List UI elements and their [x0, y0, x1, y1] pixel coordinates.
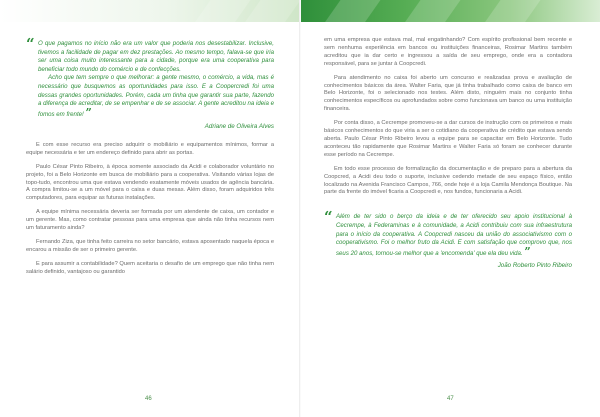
body-paragraph: Fernando Ziza, que tinha feito carreira no setor bancário, estava aposentado naquela época e encarou a missão de ser o primeiro gerente. [26, 239, 274, 253]
pull-quote [324, 208, 572, 271]
close-quote-icon: ” [85, 105, 92, 119]
body-paragraph: Para atendimento no caixa foi aberto um concurso e realizadas prova e avaliação de conhecimentos básicos da área. Walter Faria, que já tinha trabalhado como caixa de banco em Belo Horizonte, foi o selecionado nos testes. Além disto, ninguém mais no conjunto tinha conhecimentos específicos ou aprofundados sobre como funcionava um banco ou uma instituição financeira. [324, 74, 572, 113]
open-quote-icon: “ [26, 35, 35, 53]
header-banner-left [0, 0, 300, 22]
open-quote-icon: “ [324, 208, 333, 227]
body-paragraph: Paulo César Pinto Ribeiro, à época somente associado da Acidi e colaborador voluntário no projeto, foi a Belo Horizonte em busca de mobiliário para a cooperativa. Visitando várias lojas de topo-tudo, encontrou uma que estava vendendo exatamente móveis usados de agência bancária. A compra limitou-se a um móvel para o caixa e duas mesas. Além disso, foram adquiridos três computadores, para equipar as futuras instalações. [26, 163, 274, 202]
right-page [324, 37, 572, 271]
body-paragraph: A equipe mínima necessária deveria ser formada por um atendente de caixa, um contador e um gerente. Mas, como contratar pessoas para uma empresa que ainda não tinha recursos nem um faturamento ainda? [26, 209, 274, 232]
pull-quote [26, 35, 274, 132]
body-paragraph: Em todo esse processo de formalização da documentação e de preparo para a abertura da Coopcred, a Acidi deu todo o suporte, inclusive cedendo metade de seu espaço físico, então localizado na Avenida Francisco Campos, 766, onde hoje é a loja Camila Mendonça Boutique. Na parte da frente do imóvel ficaria a Coopcredi e, nos fundos, funcionaria a Acidi. [324, 165, 572, 196]
quote-paragraph-wrap [336, 213, 572, 258]
body-text-block [26, 142, 274, 277]
quote-attribution: João Roberto Pinto Ribeiro [497, 262, 572, 270]
banner-stripe [312, 0, 387, 22]
quote-paragraph-2-wrap [38, 74, 274, 119]
body-paragraph: Por conta disso, a Cecrempe promoveu-se a dar cursos de instrução com os primeiros e mais básicos conhecimentos do que viria a ser o cotidiano da cooperativa de crédito que estava sendo aberta. Paulo César Pinto Ribeiro levou a equipe para se capacitar em Belo Horizonte. Tudo aconteceu tão rapidamente que Rosimar Martins e Walter Faria só foram se conhecer durante esse período na Cecrempe. [324, 120, 572, 158]
banner-stripe [472, 0, 547, 22]
left-page [26, 35, 274, 277]
body-paragraph: E com esse recurso era preciso adquirir o mobiliário e equipamentos mínimos, formar a equipe necessária e ter um endereço definido para abrir as portas. [26, 141, 274, 156]
quote-attribution: Adriane de Oliveira Alves [204, 123, 274, 131]
quote-paragraph-1: O que pagamos no início não era um valor que poderia nos desestabilizar. Inclusive, tivemos a facilidade de pagar em dez prestações. Ao mesmo tempo, falava-se que iria ser uma coisa muito interessante para a cidade, porque era uma cooperativa para beneficiar todo mundo do comércio e de confecções. [38, 40, 274, 73]
banner-stripe [392, 0, 467, 22]
book-spine [299, 0, 301, 417]
page-number-left: 46 [145, 396, 152, 402]
close-quote-icon: ” [524, 244, 531, 258]
header-banner-right [300, 0, 600, 22]
quote-paragraph-2: Acho que tem sempre o que melhorar: a gente mesmo, o comércio, a vida, mas é necessário que busquemos as oportunidades para isso. E a Coopercredi foi uma dessas grandes oportunidades. Porém, cada um tinha que garantir sua parte, fazendo a diferença de acreditar, de se empenhar e de se associar. A gente acreditou na ideia e fomos em frente! [38, 74, 274, 118]
quote-paragraph: Além de ter sido o berço da ideia e de ter oferecido seu apoio institucional à Cecrempe, à Federaminas e à comunidade, a Acidi contribuiu com sua infraestrutura para o início da cooperativa. A Coopcredi nasceu da união do associativismo com o cooperativismo. Foi o melhor fruto da Acidi. E com satisfação que comprovo que, nos seus 20 anos, tornou-se melhor que a 'encomenda' que ela deu vida. [336, 213, 572, 257]
body-paragraph: em uma empresa que estava mal, mal engatinhando? Com espírito profissional bem recente e sem nenhuma experiência em bancos ou instituições financeiras, Rosimar Martins também acreditou que ia dar certo e ingressou a saída de seu emprego, onde era a contadora responsável, para se juntar à Coopcredi. [324, 37, 572, 67]
body-paragraph: E para assumir a contabilidade? Quem aceitaria o desafio de um emprego que não tinha nem salário definido, vantajoso ou garantido [26, 260, 274, 275]
page-number-right: 47 [447, 396, 454, 402]
